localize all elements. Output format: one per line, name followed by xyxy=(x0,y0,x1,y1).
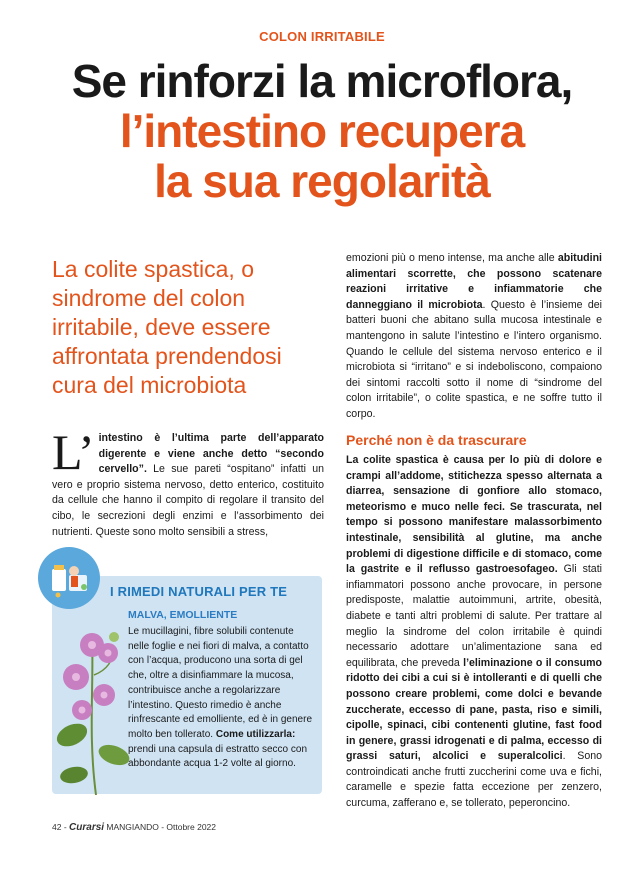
right-p1-text-a: emozioni più o meno intense, ma anche alle xyxy=(346,252,558,264)
right-p2-bold: La colite spastica è causa per lo più di dolore e crampi all’addome, stitichezza spesso alternata a diarrea, sensazione di gonfiore allo stomaco, meteorismo e muco nelle feci. Se trascurata, nel tempo si possono manifestare malassorbimento intestinale, sensibilità al glutine, ma anche problemi di digestione difficile e di stomaco, come la gastrite e il reflusso gastroesofageo. xyxy=(346,454,602,576)
intro-bold: intestino è l’ultima parte dell’apparato digerente e viene anche detto “secondo cervello”. xyxy=(98,432,324,476)
remedy-box-title: I RIMEDI NATURALI PER TE xyxy=(110,584,288,599)
remedy-subtitle: MALVA, EMOLLIENTE xyxy=(128,609,238,621)
right-p2-text: Gli stati infiammatori possono anche provocare, in persone predisposte, malattie autoimmuni, artrite, obesità, diabete e tanti altri problemi di salute. Per trattare al meglio la sindrome del colon irritabile è quindi necessario adottare un’alimentazione sana ed equilibrata, che preveda xyxy=(346,563,602,669)
remedy-usage-label: Come utilizzarla: xyxy=(215,728,296,740)
headline-line-1: Se rinforzi la microflora, xyxy=(71,55,573,107)
intro-text: Le sue pareti “ospitano” infatti un vero e proprio sistema nervoso, detto enterico, costituito da cellule che hanno il compito di regolare il transito del cibo, le secrezioni degli enzimi e l’assorbimento dei nutrienti. Queste sono molto sensibili a stress, xyxy=(52,463,324,538)
right-p2-bold-2: l’eliminazione o il consumo ridotto dei cibi a cui si è intolleranti e di quelli che possono creare problemi, come dolci e bevande zuccherate, eccesso di pane, pasta, riso e simili, cipolle, spinaci, cibi contenenti glutine, fast food in genere, grassi idrogenati e di palma, eccesso di grassi saturi, alcolici e superalcolici xyxy=(346,656,602,763)
remedy-description: Le mucillagini, fibre solubili contenute nelle foglie e nei fiori di malva, a contatto con l’acqua, producono una sorta di gel che, oltre a disinfiammare la mucosa, contribuisce anche a regolarizzare l’intestino. Questo rimedio è anche rinfrescante ed emolliente, ed è in genere molto ben tollerato. xyxy=(128,626,313,740)
section-heading: Perché non è da trascurare xyxy=(346,432,527,448)
right-p1-bold: abitudini alimentari scorrette, che possono scatenare reazioni irritative e infiammatorie che danneggiano il microbiota xyxy=(346,252,602,311)
right-column-paragraph-2 xyxy=(346,453,602,812)
page-footer xyxy=(52,822,216,833)
headline-line-3: la sua regolarità xyxy=(154,155,490,207)
dropcap: L’ xyxy=(52,424,95,480)
headline-line-2: l’intestino recupera xyxy=(119,105,525,157)
remedy-text xyxy=(128,625,316,772)
page-number: 42 - xyxy=(52,822,67,832)
right-p2-end: . Sono controindicati anche frutti zuccherini come uva e fichi, caramelle e spezie fatta eccezione per zenzero, curcuma, zafferano e, se tollerato, peperoncino. xyxy=(346,750,602,810)
magazine-edition: MANGIANDO - Ottobre 2022 xyxy=(106,822,217,832)
magazine-brand: Curarsi xyxy=(69,822,105,833)
right-column-paragraph-1 xyxy=(346,251,602,423)
intro-paragraph xyxy=(52,424,324,540)
malva-flower-illustration xyxy=(52,615,134,795)
headline xyxy=(0,56,644,206)
lead-paragraph: La colite spastica, o sindrome del colon irritabile, deve essere affrontata prendendosi cura del microbiota xyxy=(52,256,282,398)
remedy-badge-icon xyxy=(38,547,100,609)
kicker: COLON IRRITABILE xyxy=(259,29,385,44)
right-p1-text-c: . Questo è l’insieme dei batteri buoni che abitano sulla mucosa intestinale e mantengono in salute l’intestino e l’intero organismo. Quando le cellule del sistema nervoso enterico e il microbiota si “irritano” e si indeboliscono, compaiono dei sintomi raccolti sotto il nome di “sindrome del colon irritabile”, o colite spastica, e ne soffre tutto il corpo. xyxy=(346,298,602,420)
remedy-usage-text: prendi una capsula di estratto secco con abbondante acqua 1-2 volte al giorno. xyxy=(128,743,307,770)
